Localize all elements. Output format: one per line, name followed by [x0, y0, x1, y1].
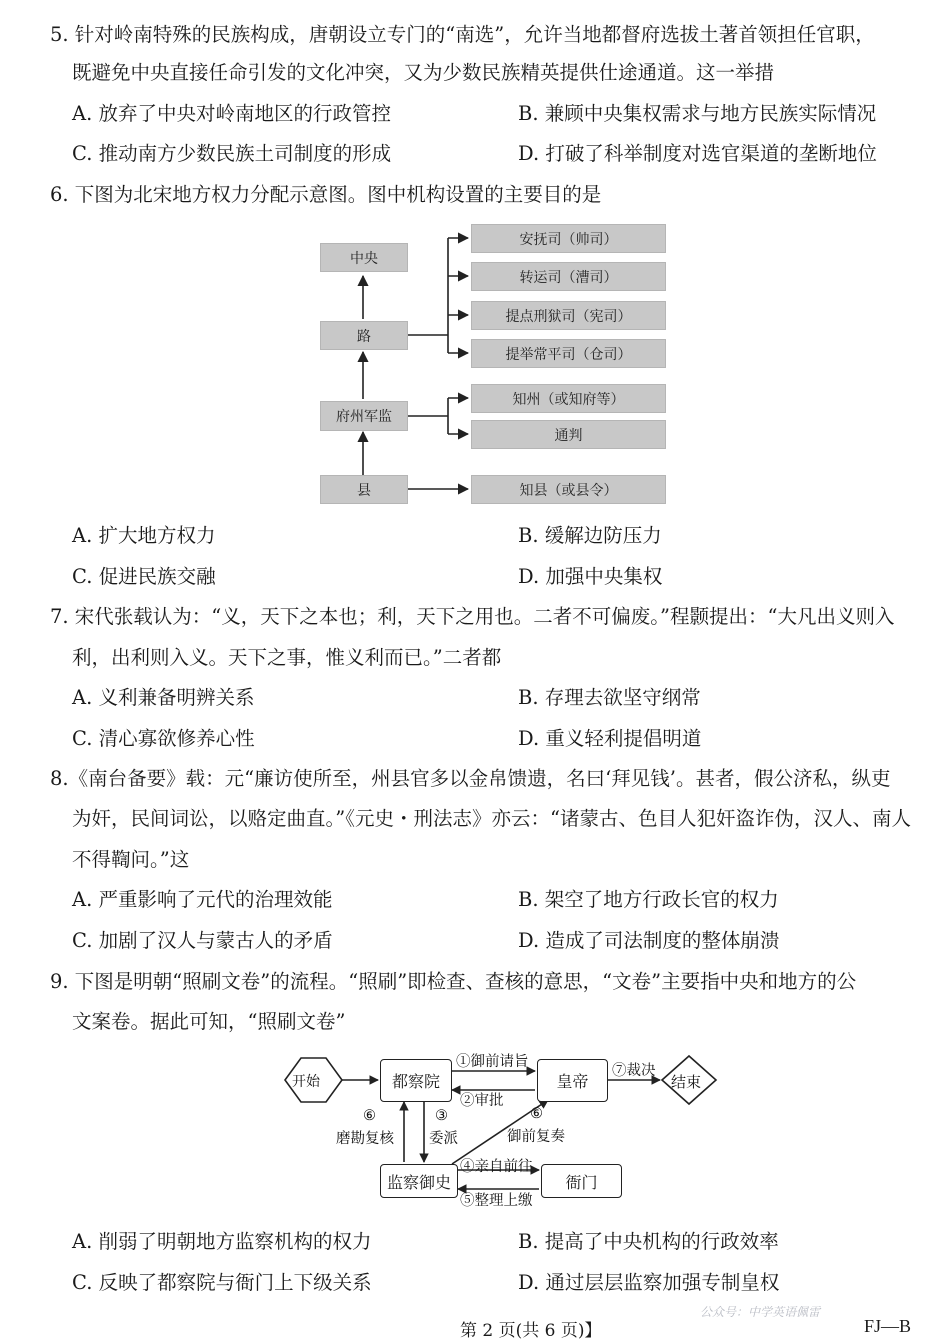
q6-option-b: B. 缓解边防压力	[518, 524, 662, 547]
page-number: 第 2 页(共 6 页)】	[460, 1321, 602, 1341]
exam-code: FJ—B	[864, 1316, 912, 1336]
box-zhizhou: 知州（或知府等）	[471, 384, 666, 413]
box-tijuchangpingsi: 提举常平司（仓司）	[471, 339, 666, 368]
box-tongpan: 通判	[471, 420, 666, 449]
edge-label-3-num: ③	[435, 1108, 448, 1124]
box-zhongyang: 中央	[320, 243, 408, 272]
q8-stem-line2: 为奸，民间词讼，以赂定曲直。”《元史・刑法志》亦云：“诸蒙古、色目人犯奸盗诈伪，汉人、南人	[72, 807, 911, 830]
q6-stem-line1: 6. 下图为北宋地方权力分配示意图。图中机构设置的主要目的是	[50, 183, 602, 206]
node-yamen: 衙门	[541, 1164, 622, 1198]
q5-stem-line1: 5. 针对岭南特殊的民族构成，唐朝设立专门的“南选”，允许当地都督府选拔土著首领担任官职，	[50, 23, 875, 46]
node-duchayuan: 都察院	[380, 1059, 452, 1102]
edge-label-1: ①御前请旨	[456, 1054, 529, 1070]
watermark: 公众号：中学英语佩雷	[700, 1305, 821, 1319]
node-huangdi: 皇帝	[537, 1059, 608, 1102]
q5-option-b: B. 兼顾中央集权需求与地方民族实际情况	[518, 102, 877, 125]
edge-label-4: ④亲自前往	[460, 1159, 533, 1175]
q7-option-d: D. 重义轻利提倡明道	[518, 727, 702, 750]
edge-label-6a: 磨勘复核	[336, 1131, 394, 1147]
q5-option-c: C. 推动南方少数民族土司制度的形成	[72, 142, 392, 165]
q8-stem-line3: 不得鞫问。”这	[72, 848, 190, 871]
q6-option-a: A. 扩大地方权力	[72, 524, 216, 547]
box-zhixian: 知县（或县令）	[471, 475, 666, 504]
box-zhuanyunsi: 转运司（漕司）	[471, 262, 666, 291]
node-jiancha-yushi: 监察御史	[380, 1164, 458, 1198]
q6-option-d: D. 加强中央集权	[518, 565, 663, 588]
q5-option-d: D. 打破了科举制度对选官渠道的垄断地位	[518, 142, 877, 165]
q8-option-c: C. 加剧了汉人与蒙古人的矛盾	[72, 929, 333, 952]
node-end: 结束	[671, 1073, 702, 1091]
q5-stem-line2: 既避免中央直接任命引发的文化冲突，又为少数民族精英提供仕途通道。这一举措	[72, 61, 775, 84]
edge-label-7: ⑦裁决	[612, 1063, 656, 1079]
edge-label-5: ⑤整理上缴	[460, 1193, 533, 1209]
q8-option-d: D. 造成了司法制度的整体崩溃	[518, 929, 780, 952]
edge-label-6b: 御前复奏	[507, 1129, 565, 1145]
q7-stem-line2: 利，出利则入义。天下之事，惟义利而已。”二者都	[72, 646, 502, 669]
q9-option-c: C. 反映了都察院与衙门上下级关系	[72, 1271, 372, 1294]
q9-option-d: D. 通过层层监察加强专制皇权	[518, 1271, 780, 1294]
node-start: 开始	[292, 1074, 320, 1090]
edge-label-6b-num: ⑥	[530, 1106, 543, 1122]
box-xian: 县	[320, 475, 408, 504]
q7-stem-line1: 7. 宋代张载认为：“义，天下之本也；利，天下之用也。二者不可偏废。”程颢提出：“大凡出义则入	[50, 605, 895, 628]
box-tidianxingyusi: 提点刑狱司（宪司）	[471, 301, 666, 330]
q7-option-a: A. 义利兼备明辨关系	[72, 686, 255, 709]
q9-option-a: A. 削弱了明朝地方监察机构的权力	[72, 1230, 372, 1253]
edge-label-3: 委派	[429, 1131, 458, 1147]
q9-stem-line1: 9. 下图是明朝“照刷文卷”的流程。“照刷”即检查、查核的意思，“文卷”主要指中央和地方的公	[50, 970, 857, 993]
q6-option-c: C. 促进民族交融	[72, 565, 216, 588]
q8-option-a: A. 严重影响了元代的治理效能	[72, 888, 333, 911]
q9-option-b: B. 提高了中央机构的行政效率	[518, 1230, 779, 1253]
q9-stem-line2: 文案卷。据此可知，“照刷文卷”	[72, 1010, 346, 1033]
q7-option-c: C. 清心寡欲修养心性	[72, 727, 255, 750]
q7-option-b: B. 存理去欲坚守纲常	[518, 686, 701, 709]
box-fuzhoujunjian: 府州军监	[320, 401, 408, 431]
q5-option-a: A. 放弃了中央对岭南地区的行政管控	[72, 102, 391, 125]
box-anfusi: 安抚司（帅司）	[471, 224, 666, 253]
edge-label-2: ②审批	[460, 1093, 504, 1109]
q8-stem-line1: 8.《南台备要》载：元“廉访使所至，州县官多以金帛馈遗，名曰‘拜见钱’。甚者，假公济私，纵吏	[50, 767, 891, 790]
q8-option-b: B. 架空了地方行政长官的权力	[518, 888, 779, 911]
box-lu: 路	[320, 321, 408, 350]
edge-label-6a-num: ⑥	[363, 1108, 376, 1124]
